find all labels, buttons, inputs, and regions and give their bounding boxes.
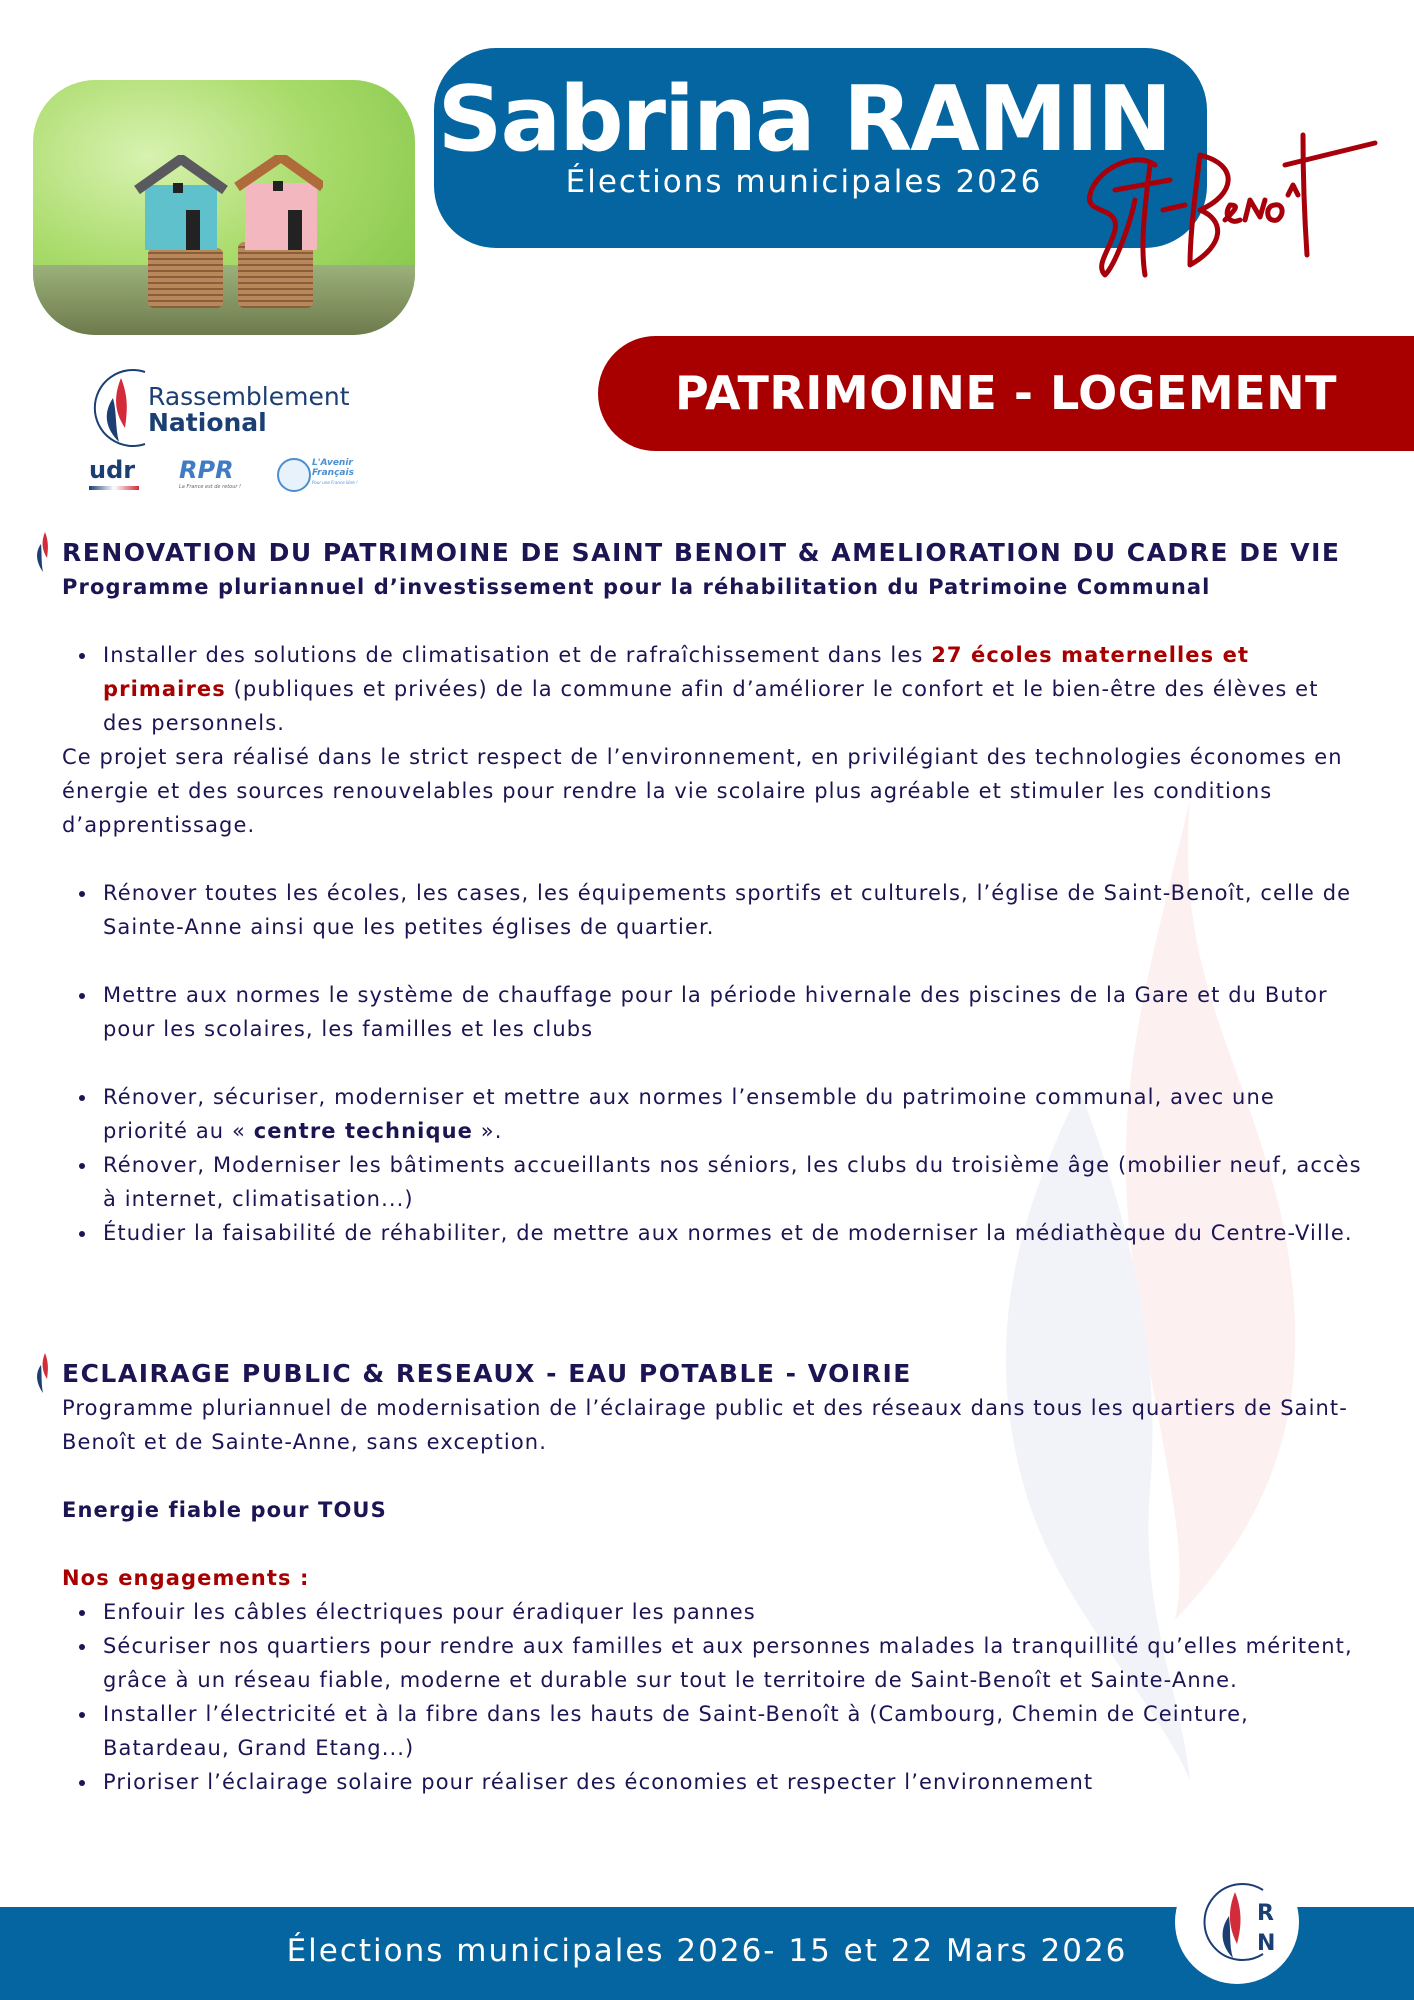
list-item: Rénover, sécuriser, moderniser et mettre aux normes l’ensemble du patrimoine communal, avec une priorité au « centre technique ». <box>103 1080 1362 1148</box>
udr-logo: udr <box>89 456 139 490</box>
party-logos: Rassemblement National udr RPR La France est de retour ! L'Avenir Français Pour une France libre ! <box>85 368 375 496</box>
list-item: Étudier la faisabilité de réhabiliter, de mettre aux normes et de moderniser la médiathèque du Centre-Ville. <box>103 1216 1362 1250</box>
rn-letter-r: R <box>1257 1901 1274 1926</box>
houses-on-coins-photo <box>33 80 415 335</box>
topic-title: PATRIMOINE - LOGEMENT <box>674 366 1337 420</box>
rn-logo-word-2: National <box>148 408 267 437</box>
section-tagline: Energie fiable pour TOUS <box>62 1498 387 1522</box>
section-paragraph: Ce projet sera réalisé dans le strict respect de l’environnement, en privilégiant des technologies économes en énergie et des sources renouvelables pour rendre la vie scolaire plus agréable et stimuler les conditions d’apprentissage. <box>62 745 1343 837</box>
engagements-label: Nos engagements : <box>62 1566 310 1590</box>
candidate-name: Sabrina RAMIN <box>437 67 1171 172</box>
rn-logo-word-1: Rassemblement <box>148 382 350 411</box>
list-item: Sécuriser nos quartiers pour rendre aux familles et aux personnes malades la tranquillité qu’elles méritent, grâce à un réseau fiable, moderne et durable sur tout le territoire de Saint-Benoît et Sainte-Anne. <box>103 1629 1362 1697</box>
section-heading: RENOVATION DU PATRIMOINE DE SAINT BENOIT & AMELIORATION DU CADRE DE VIE <box>62 538 1341 567</box>
list-item: Installer des solutions de climatisation et de rafraîchissement dans les 27 écoles maternelles et primaires (publiques et privées) de la commune afin d’améliorer le confort et le bien-être des élèves et des personnels. <box>103 638 1362 740</box>
section-eclairage <box>62 1357 1362 1799</box>
rn-flame-logo-icon <box>1175 1860 1299 1984</box>
list-item: Enfouir les câbles électriques pour éradiquer les pannes <box>103 1595 1362 1629</box>
list-item: Rénover toutes les écoles, les cases, les équipements sportifs et culturels, l’église de Saint-Benoît, celle de Sainte-Anne ainsi que les petites églises de quartier. <box>103 876 1362 944</box>
election-subtitle: Élections municipales 2026 <box>565 164 1043 200</box>
rpr-logo: RPR La France est de retour ! <box>179 456 242 490</box>
rn-letter-n: N <box>1257 1931 1276 1956</box>
topic-banner <box>598 336 1414 451</box>
rn-circle-logo <box>1175 1860 1299 1984</box>
city-signature-logo <box>1075 125 1380 285</box>
flame-bullet-icon <box>32 530 54 574</box>
list-item: Prioriser l’éclairage solaire pour réaliser des économies et respecter l’environnement <box>103 1765 1362 1799</box>
section-subheading: Programme pluriannuel d’investissement pour la réhabilitation du Patrimoine Communal <box>62 575 1211 599</box>
section-renovation <box>62 536 1362 1250</box>
rn-flame-logo-icon <box>85 368 155 448</box>
flame-bullet-icon <box>32 1351 54 1395</box>
list-item: Mettre aux normes le système de chauffage pour la période hivernale des piscines de la Gare et du Butor pour les scolaires, les familles et les clubs <box>103 978 1362 1046</box>
section-heading: ECLAIRAGE PUBLIC & RESEAUX - EAU POTABLE - VOIRIE <box>62 1359 912 1388</box>
list-item: Rénover, Moderniser les bâtiments accueillants nos séniors, les clubs du troisième âge (mobilier neuf, accès à internet, climatisation...) <box>103 1148 1362 1216</box>
footer-text: Élections municipales 2026- 15 et 22 Mars 2026 <box>286 1933 1128 1969</box>
section-intro: Programme pluriannuel de modernisation de l’éclairage public et des réseaux dans tous les quartiers de Saint-Benoît et de Sainte-Anne, sans exception. <box>62 1396 1348 1454</box>
list-item: Installer l’électricité et à la fibre dans les hauts de Saint-Benoît à (Cambourg, Chemin de Ceinture, Batardeau, Grand Etang...) <box>103 1697 1362 1765</box>
